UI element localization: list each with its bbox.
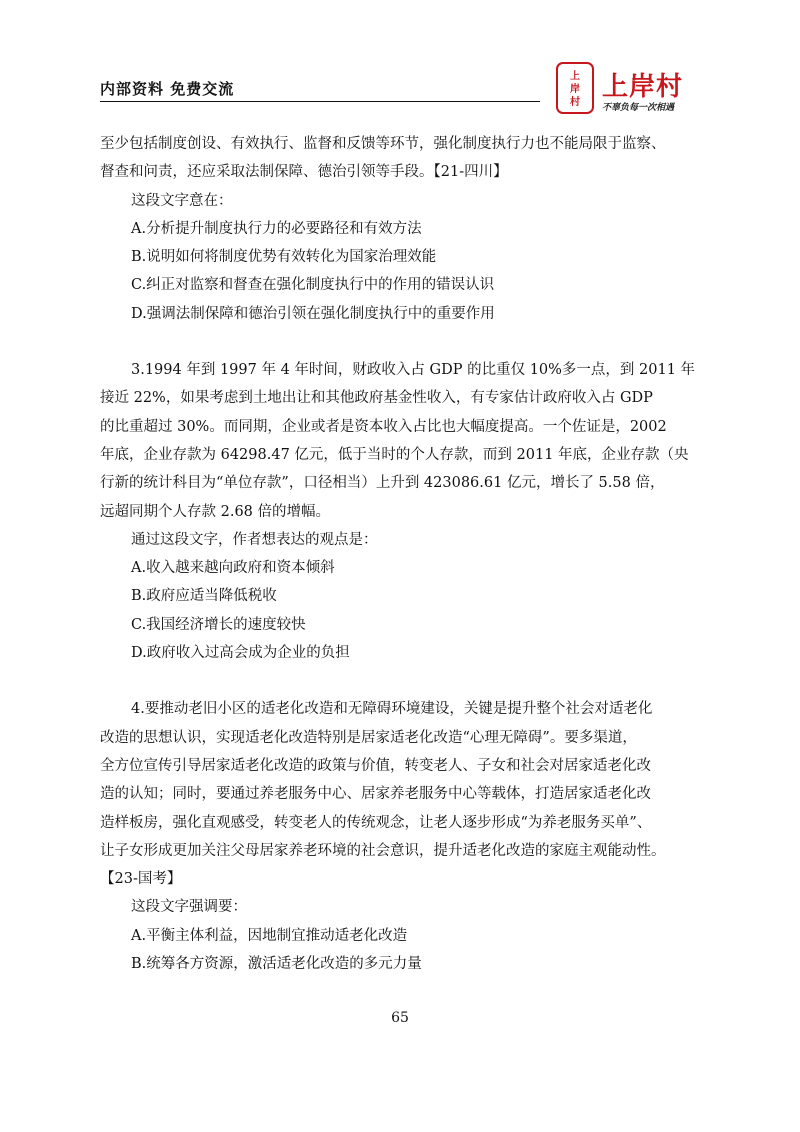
q2-option-b: B.说明如何将制度优势有效转化为国家治理效能 bbox=[131, 249, 437, 266]
spacer bbox=[100, 328, 700, 356]
q3-line: 接近 22%，如果考虑到土地出让和其他政府基金性收入，有专家估计政府收入占 GDP bbox=[100, 390, 653, 407]
q4-line: 让子女形成更加关注父母居家养老环境的社会意识，提升适老化改造的家庭主观能动性。 bbox=[100, 842, 666, 859]
logo-slogan: 不辜负每一次相遇 bbox=[602, 103, 675, 113]
q4-option-a: A.平衡主体利益，因地制宜推动适老化改造 bbox=[131, 927, 408, 944]
q2-option-a: A.分析提升制度执行力的必要路径和有效方法 bbox=[131, 220, 422, 237]
q3-line: 年底，企业存款为 64298.47 亿元，低于当时的个人存款，而到 2011 年底，企业存款（央 bbox=[100, 446, 689, 463]
q3-option-c: C.我国经济增长的速度较快 bbox=[131, 616, 306, 633]
header-label: 内部资料 免费交流 bbox=[100, 80, 235, 98]
q3-line: 的比重超过 30%。而同期，企业或者是资本收入占比也大幅度提高。一个佐证是，2002 bbox=[100, 418, 667, 435]
q3-line: 远超同期个人存款 2.68 倍的增幅。 bbox=[100, 503, 331, 520]
q3-line: 行新的统计科目为“单位存款”，口径相当）上升到 423086.61 亿元，增长了 5.58 倍， bbox=[100, 475, 665, 492]
q4-option-b: B.统筹各方资源，激活适老化改造的多元力量 bbox=[131, 956, 422, 973]
brand-logo bbox=[556, 60, 716, 120]
q2-prompt: 这段文字意在： bbox=[131, 192, 233, 209]
page-number: 65 bbox=[391, 1010, 409, 1026]
q2-line: 至少包括制度创设、有效执行、监督和反馈等环节，强化制度执行力也不能局限于监察、 bbox=[100, 136, 666, 152]
q4-line: 4.要推动老旧小区的适老化改造和无障碍环境建设，关键是提升整个社会对适老化 bbox=[131, 701, 653, 718]
q3-option-b: B.政府应适当降低税收 bbox=[131, 588, 277, 605]
spacer bbox=[100, 667, 700, 695]
q3-line: 3.1994 年到 1997 年 4 年时间，财政收入占 GDP 的比重仅 10%多一点，到 2011 年 bbox=[131, 362, 696, 379]
logo-seal-text: 上 岸 村 bbox=[570, 71, 580, 108]
q4-line: 造的认知；同时，要通过养老服务中心、居家养老服务中心等载体，打造居家适老化改 bbox=[100, 786, 651, 803]
q3-option-d: D.政府收入过高会成为企业的负担 bbox=[131, 645, 350, 662]
q4-line: 【23-国考】 bbox=[100, 871, 182, 888]
q4-line: 造样板房，强化直观感受，转变老人的传统观念，让老人逐步形成“为养老服务买单”、 bbox=[100, 814, 652, 831]
q2-option-d: D.强调法制保障和德治引领在强化制度执行中的重要作用 bbox=[131, 305, 495, 322]
header-rule bbox=[100, 101, 540, 102]
q3-prompt: 通过这段文字，作者想表达的观点是： bbox=[131, 531, 378, 548]
q3-option-a: A.收入越来越向政府和资本倾斜 bbox=[131, 560, 335, 577]
q2-line: 督查和问责，还应采取法制保障、德治引领等手段。【21-四川】 bbox=[100, 164, 508, 181]
q4-line: 改造的思想认识，实现适老化改造特别是居家适老化改造“心理无障碍”。要多渠道， bbox=[100, 729, 637, 746]
logo-name: 上岸村 bbox=[602, 72, 684, 102]
q4-prompt: 这段文字强调要： bbox=[131, 899, 247, 916]
q4-line: 全方位宣传引导居家适老化改造的政策与价值，转变老人、子女和社会对居家适老化改 bbox=[100, 757, 651, 774]
q2-option-c: C.纠正对监察和督查在强化制度执行中的作用的错误认识 bbox=[131, 277, 495, 294]
document-body bbox=[100, 130, 700, 978]
logo-seal-icon bbox=[556, 62, 594, 114]
